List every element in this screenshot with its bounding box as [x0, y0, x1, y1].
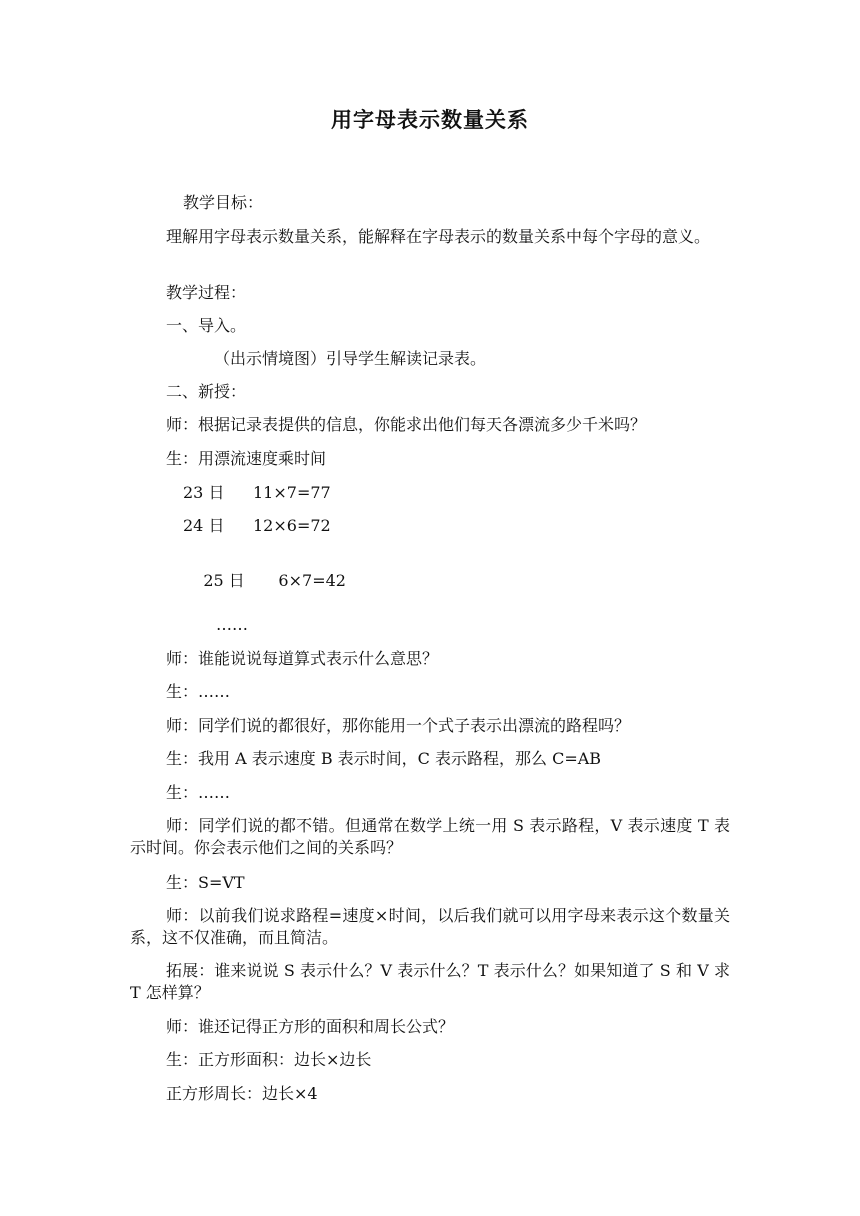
teacher-line-2: 师：谁能说说每道算式表示什么意思？: [166, 649, 439, 668]
step1-heading: 一、导入。: [166, 316, 247, 335]
teacher-line-5: 师：以前我们说求路程=速度×时间，以后我们就可以用字母来表示这个数量关系，这不仅准确，而且简洁。: [130, 906, 730, 947]
process-heading: 教学过程：: [166, 283, 247, 302]
equation-day: 24 日: [183, 516, 225, 535]
student-line-4: 生：……: [166, 783, 231, 802]
equation-expr: 12×6=72: [253, 516, 331, 535]
student-line-3: 生：我用 A 表示速度 B 表示时间，C 表示路程，那么 C=AB: [166, 749, 602, 768]
student-line-2: 生：……: [166, 682, 231, 701]
equation-expr: 6×7=42: [273, 571, 346, 590]
equation-row: [183, 482, 331, 504]
equation-day: 25 日: [203, 571, 245, 590]
extension-line: 拓展：谁来说说 S 表示什么？V 表示什么？T 表示什么？如果知道了 S 和 V 求 T 怎样算？: [130, 961, 730, 1002]
step1-detail: （出示情境图）引导学生解读记录表。: [214, 349, 487, 368]
teacher-line-6: 师：谁还记得正方形的面积和周长公式？: [166, 1017, 455, 1036]
page-title: 用字母表示数量关系: [331, 107, 529, 132]
goal-text: 理解用字母表示数量关系，能解释在字母表示的数量关系中每个字母的意义。: [166, 227, 711, 246]
equation-expr: 11×7=77: [253, 483, 331, 502]
equation-day: 23 日: [183, 483, 225, 502]
teacher-line-3: 师：同学们说的都很好，那你能用一个式子表示出漂流的路程吗？: [166, 716, 631, 735]
student-line-7: 正方形周长：边长×4: [166, 1084, 318, 1103]
equation-row: [183, 515, 331, 537]
teacher-line-4: 师：同学们说的都不错。但通常在数学上统一用 S 表示路程，V 表示速度 T 表示时间。你会表示他们之间的关系吗？: [130, 816, 730, 857]
step2-heading: 二、新授：: [166, 382, 247, 401]
student-line-6: 生：正方形面积：边长×边长: [166, 1050, 372, 1069]
ellipsis-line: ……: [216, 615, 248, 634]
student-line-5: 生：S=VT: [166, 873, 245, 892]
student-line-1: 生：用漂流速度乘时间: [166, 449, 327, 468]
teacher-line-1: 师：根据记录表提供的信息，你能求出他们每天各漂流多少千米吗？: [166, 415, 647, 434]
goal-heading: 教学目标：: [183, 193, 264, 212]
equation-row: [183, 548, 346, 614]
